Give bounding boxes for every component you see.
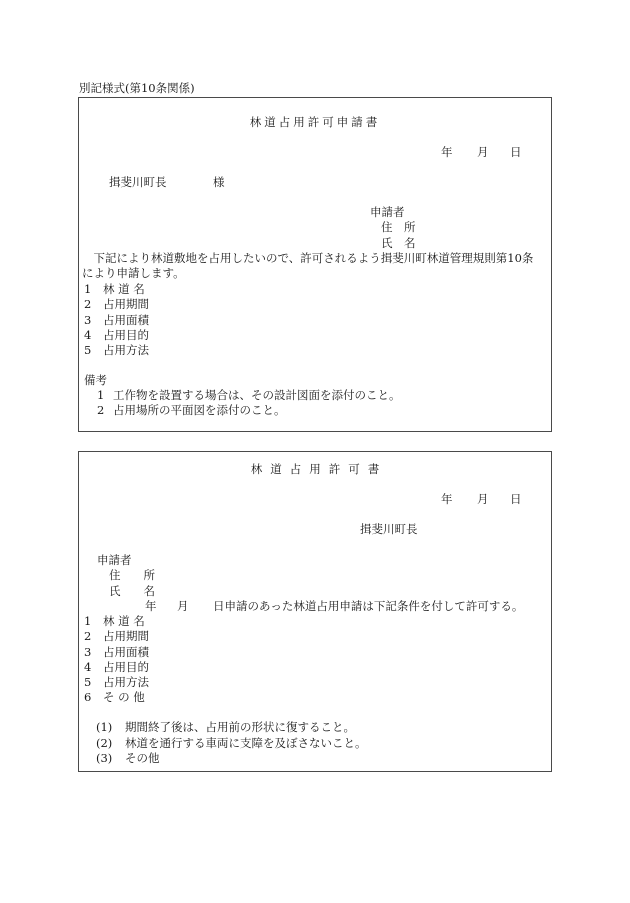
application-item-1-label: 林 道 名 — [103, 282, 145, 296]
application-remarks-label: 備考 — [84, 373, 107, 387]
permit-condition-3-text: その他 — [125, 751, 160, 765]
permit-condition-2-num: (2) — [96, 736, 113, 750]
permit-item-6-label: そ の 他 — [103, 690, 145, 704]
permit-body-year: 年 — [145, 599, 157, 613]
permit-item-3-num: 3 — [84, 645, 92, 659]
permit-date-month: 月 — [477, 492, 489, 506]
application-body-line1: 下記により林道敷地を占用したいので、許可されるよう揖斐川町林道管理規則第10条 — [82, 251, 534, 265]
application-body-line2: により申請します。 — [82, 266, 185, 280]
permit-date-year: 年 — [441, 492, 453, 506]
permit-condition-2-text: 林道を通行する車両に支障を及ぼさないこと。 — [125, 736, 367, 750]
application-item-1-num: 1 — [84, 282, 92, 296]
permit-condition-1-num: (1) — [96, 720, 113, 734]
application-item-3-label: 占用面積 — [103, 313, 149, 327]
permit-item-2-label: 占用期間 — [103, 629, 149, 643]
application-remark-2-text: 占用場所の平面図を添付のこと。 — [113, 403, 286, 417]
permit-body-text: 日申請のあった林道占用申請は下記条件を付して許可する。 — [213, 599, 524, 613]
application-remark-1-num: 1 — [97, 388, 105, 402]
permit-item-5-label: 占用方法 — [103, 675, 149, 689]
permit-form-title: 林道占用許可書 — [250, 462, 388, 476]
permit-item-2-num: 2 — [84, 629, 92, 643]
permit-item-1-num: 1 — [84, 614, 92, 628]
application-item-4-num: 4 — [84, 328, 92, 342]
application-item-3-num: 3 — [84, 313, 92, 327]
application-remark-2-num: 2 — [97, 403, 105, 417]
permit-name-label: 氏 名 — [109, 584, 155, 598]
permit-issuer: 揖斐川町長 — [360, 522, 418, 536]
permit-item-4-label: 占用目的 — [103, 660, 149, 674]
permit-applicant-label: 申請者 — [97, 553, 132, 567]
application-address-label: 住 所 — [381, 220, 416, 234]
permit-body-month: 月 — [177, 599, 189, 613]
permit-date-day: 日 — [510, 492, 522, 506]
permit-item-1-label: 林 道 名 — [103, 614, 145, 628]
application-form-title: 林道占用許可申請書 — [249, 115, 381, 129]
permit-item-6-num: 6 — [84, 690, 92, 704]
application-remark-1-text: 工作物を設置する場合は、その設計図面を添付のこと。 — [113, 388, 401, 402]
application-applicant-label: 申請者 — [370, 205, 405, 219]
permit-address-label: 住 所 — [109, 568, 155, 582]
permit-condition-3-num: (3) — [96, 751, 113, 765]
permit-condition-1-text: 期間終了後は、占用前の形状に復すること。 — [125, 720, 355, 734]
application-item-5-num: 5 — [84, 343, 92, 357]
application-addressee-suffix: 様 — [213, 175, 225, 189]
header-note: 別記様式(第10条関係) — [79, 81, 195, 95]
application-date-month: 月 — [477, 145, 489, 159]
permit-item-4-num: 4 — [84, 660, 92, 674]
permit-item-5-num: 5 — [84, 675, 92, 689]
application-item-2-num: 2 — [84, 297, 92, 311]
application-item-2-label: 占用期間 — [103, 297, 149, 311]
application-item-5-label: 占用方法 — [103, 343, 149, 357]
application-date-day: 日 — [510, 145, 522, 159]
application-item-4-label: 占用目的 — [103, 328, 149, 342]
application-date-year: 年 — [441, 145, 453, 159]
application-addressee: 揖斐川町長 — [109, 175, 167, 189]
permit-item-3-label: 占用面積 — [103, 645, 149, 659]
application-name-label: 氏 名 — [381, 236, 416, 250]
